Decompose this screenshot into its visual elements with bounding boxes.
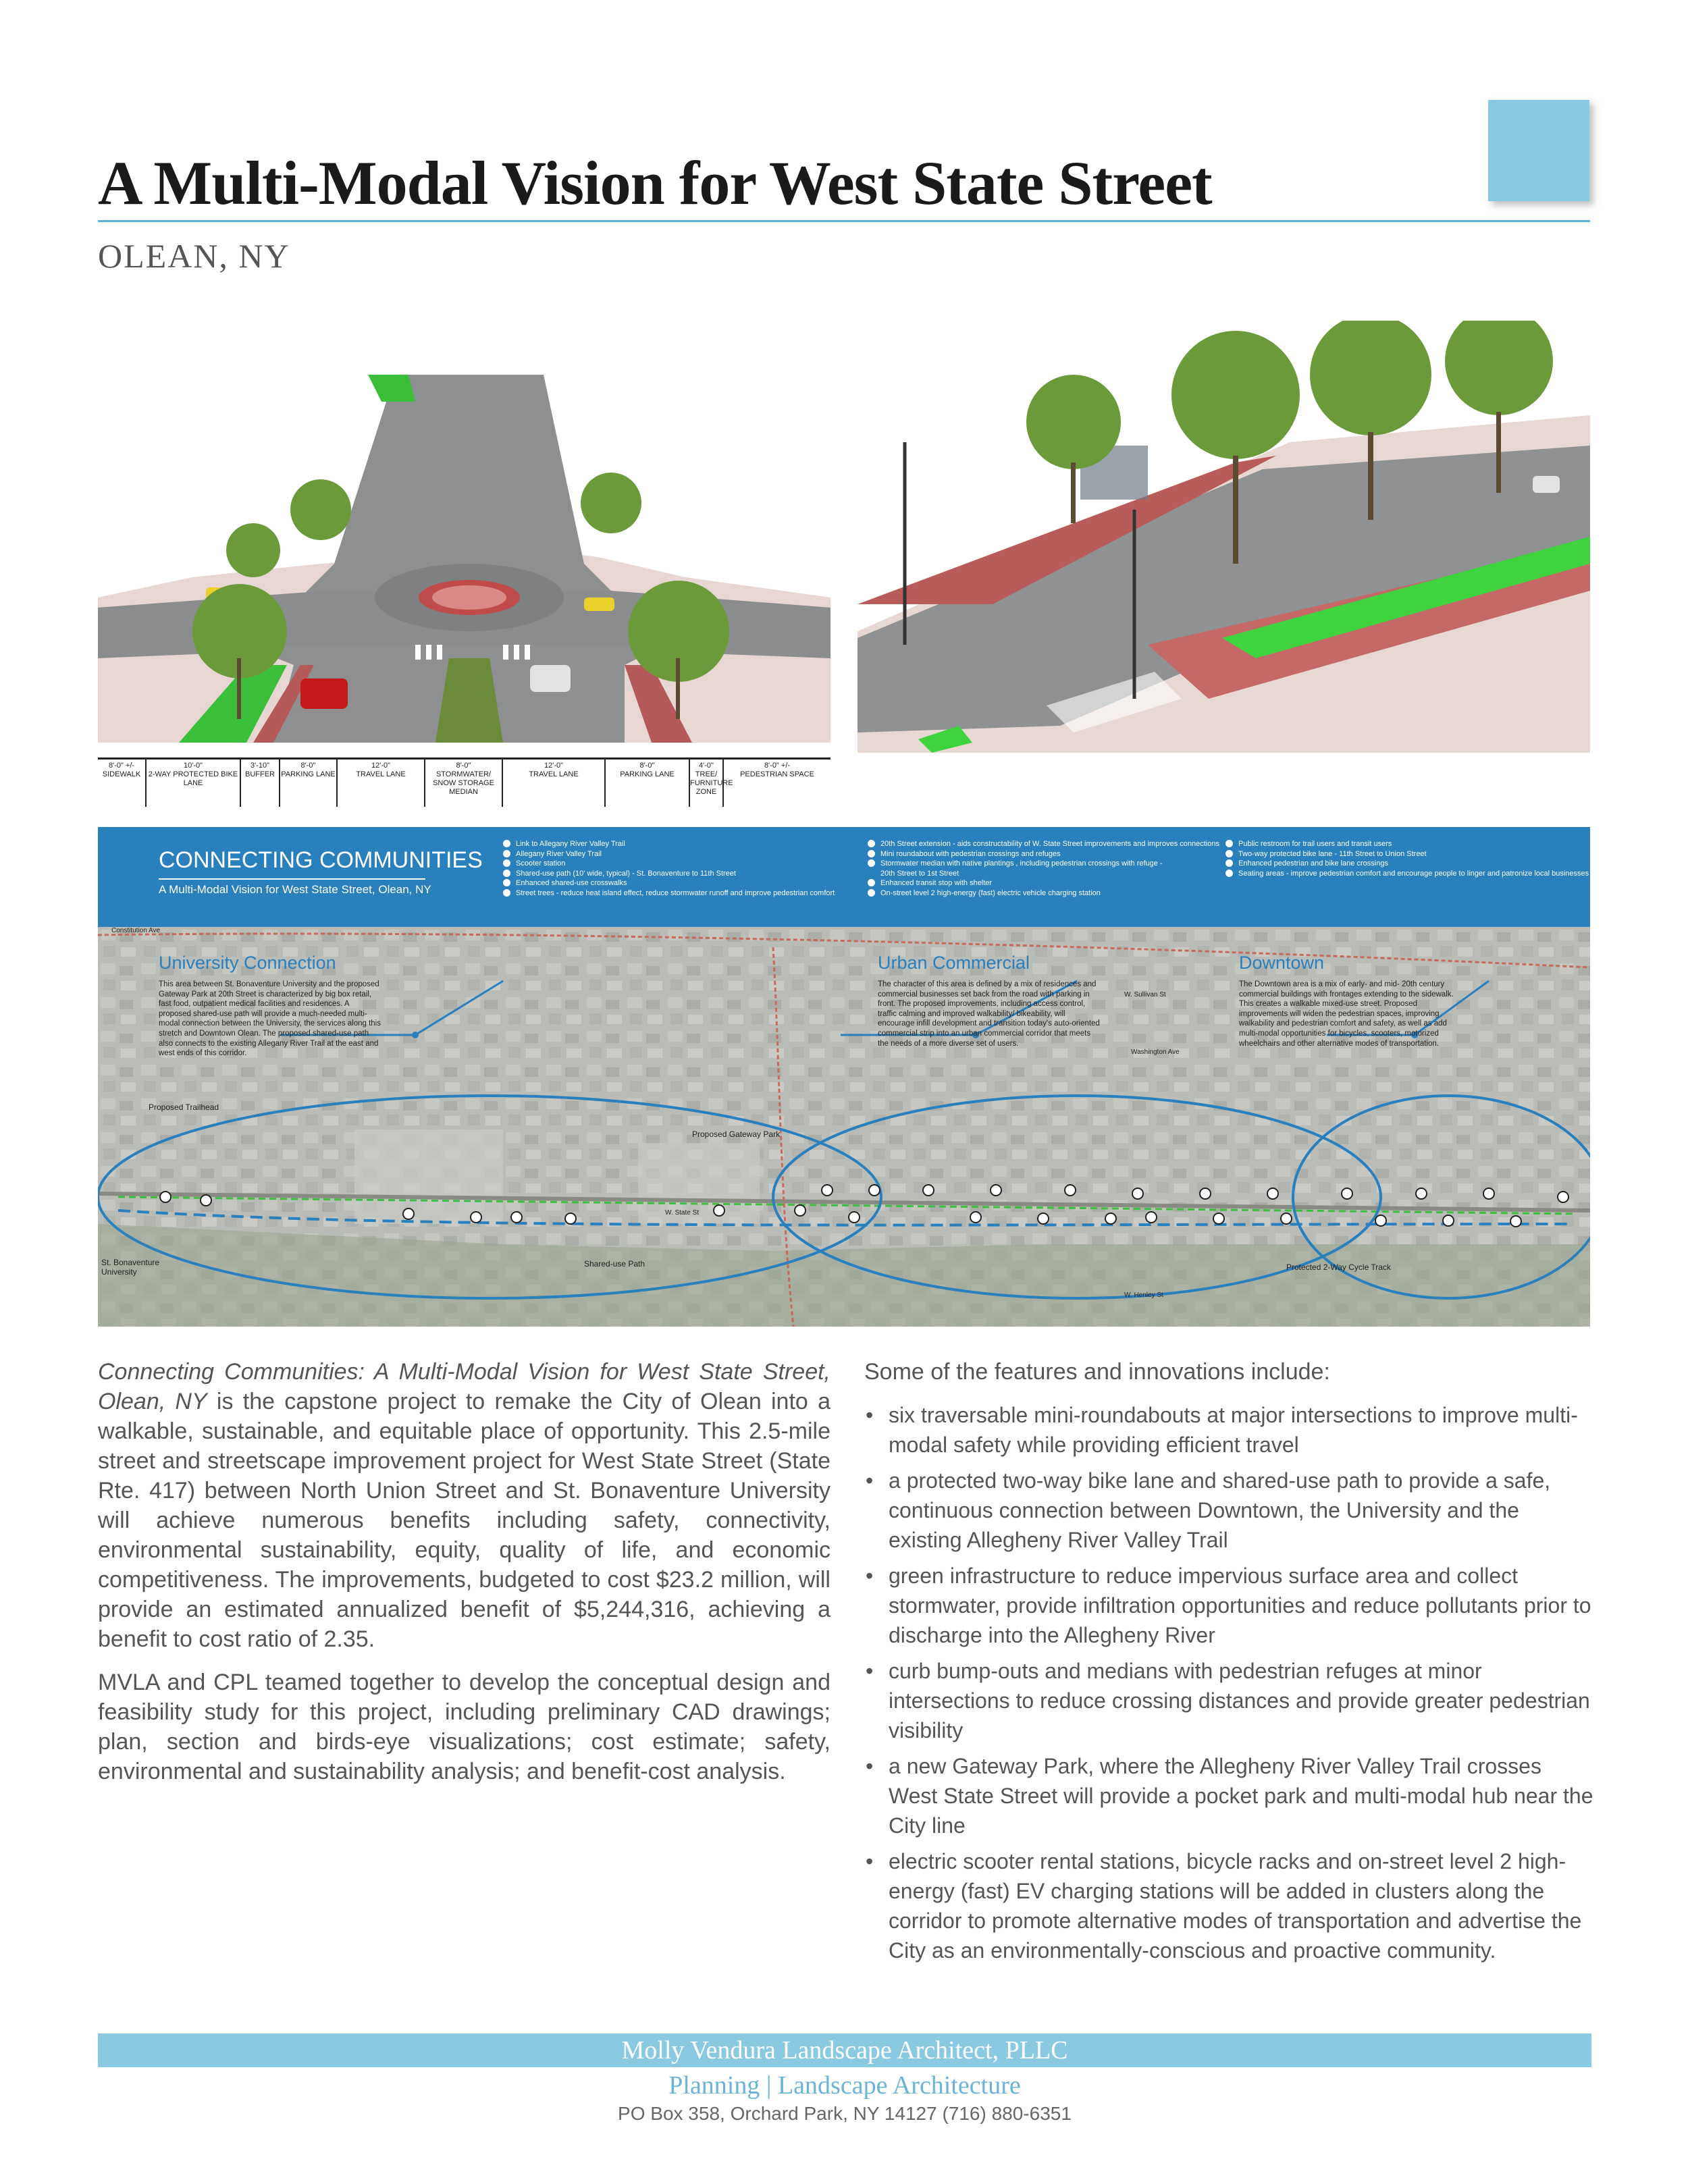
map-legend-col-2 bbox=[868, 839, 1219, 898]
label-shared-use-path: Shared-use Path bbox=[584, 1259, 645, 1269]
section-label: 8'-0" +/- PEDESTRIAN SPACE bbox=[722, 760, 830, 807]
map-subtitle: A Multi-Modal Vision for West State Street, Olean, NY bbox=[159, 883, 431, 896]
legend-marker-icon bbox=[1225, 859, 1233, 867]
list-item: • a new Gateway Park, where the Allegheny River Valley Trail crosses West State Street will provide a pocket park and multi-modal hub near the City line bbox=[864, 1751, 1593, 1840]
legend-marker-icon bbox=[868, 889, 875, 897]
list-item: • curb bump-outs and medians with pedestrian refuges at minor intersections to reduce crossing distances and provide greater pedestrian visibility bbox=[864, 1656, 1593, 1745]
connecting-communities-map bbox=[98, 827, 1590, 1327]
legend-item: Two-way protected bike lane - 11th Street to Union Street bbox=[1225, 849, 1589, 859]
page-subtitle: OLEAN, NY bbox=[98, 237, 290, 275]
legend-item: Seating areas - improve pedestrian comfort and encourage people to linger and patronize local businesses bbox=[1225, 869, 1589, 879]
area-title-university: University Connection bbox=[159, 953, 336, 973]
section-label: 4'-0" TREE/ FURNITURE ZONE bbox=[689, 760, 722, 807]
features-list bbox=[864, 1400, 1593, 1965]
map-title: CONNECTING COMMUNITIES bbox=[159, 847, 483, 873]
section-label: 3'-10" BUFFER bbox=[240, 760, 279, 807]
legend-item: Link to Allegany River Valley Trail bbox=[503, 839, 835, 849]
legend-marker-icon bbox=[868, 859, 875, 867]
label-washington-ave: Washington Ave bbox=[1131, 1048, 1180, 1056]
legend-item: On-street level 2 high-energy (fast) electric vehicle charging station bbox=[868, 888, 1219, 899]
map-legend-col-3 bbox=[1225, 839, 1589, 878]
footer-address: PO Box 358, Orchard Park, NY 14127 (716) 880-6351 bbox=[618, 2103, 1072, 2124]
intro-paragraph: Connecting Communities: A Multi-Modal Vision for West State Street, Olean, NY is the capstone project to remake the City of Olean into a walkable, sustainable, and equitable place of opportunity. This 2.5-mile street and streetscape improvement project for West State Street (State Rte. 417) between North Union Street and St. Bonaventure University will achieve numerous benefits including safety, connectivity, environmental sustainability, equity, quality of life, and economic competitiveness. The improvements, budgeted to cost $23.2 million, will provide an estimated annualized benefit of $5,244,316, achieving a benefit to cost ratio of 2.35. bbox=[98, 1359, 830, 1652]
title-divider bbox=[98, 220, 1590, 222]
map-aerial bbox=[98, 927, 1590, 1327]
label-w-state-st: W. State St bbox=[665, 1209, 700, 1217]
legend-item: Allegany River Valley Trail bbox=[503, 849, 835, 859]
features-intro: Some of the features and innovations include: bbox=[864, 1359, 1330, 1385]
legend-item: Enhanced transit stop with shelter bbox=[868, 878, 1219, 888]
legend-marker-icon bbox=[1225, 870, 1233, 877]
birdseye-illustration bbox=[858, 321, 1590, 753]
legend-item: Stormwater median with native plantings , including pedestrian crossings with refuge - 20th Street to 1st Street bbox=[868, 859, 1165, 878]
area-title-downtown: Downtown bbox=[1239, 953, 1325, 973]
legend-marker-icon bbox=[503, 879, 510, 886]
section-label: 12'-0" TRAVEL LANE bbox=[336, 760, 424, 807]
map-legend-col-1 bbox=[503, 839, 835, 898]
street-section-illustration bbox=[98, 375, 830, 746]
legend-marker-icon bbox=[503, 870, 510, 877]
project-description bbox=[98, 1357, 830, 1800]
label-proposed-trailhead: Proposed Trailhead bbox=[149, 1102, 219, 1112]
area-title-urban-commercial: Urban Commercial bbox=[878, 953, 1030, 973]
section-label: 8'-0" PARKING LANE bbox=[604, 760, 689, 807]
label-constitution-ave: Constitution Ave bbox=[111, 927, 161, 934]
legend-item: 20th Street extension - aids constructability of W. State Street improvements and improves connections bbox=[868, 839, 1219, 849]
features-section bbox=[864, 1357, 1593, 1971]
legend-item: Enhanced pedestrian and bike lane crossings bbox=[1225, 859, 1589, 869]
page-title: A Multi-Modal Vision for West State Street bbox=[98, 149, 1212, 217]
area-desc-downtown: The Downtown area is a mix of early- and mid- 20th century commercial buildings with frontages extending to the sidewalk. This creates a walkable mixed-use street. Proposed improvements will widen the pedestrian spaces, improving walkability and pedestrian comfort and safety, as well as add multi-modal opportunities for bicycles, scooters, motorized wheelchairs and other alternative modes of transportation. bbox=[1239, 980, 1454, 1048]
legend-item: Public restroom for trail users and transit users bbox=[1225, 839, 1589, 849]
list-item: • green infrastructure to reduce impervious surface area and collect stormwater, provide infiltration opportunities and reduce pollutants prior to discharge into the Allegheny River bbox=[864, 1561, 1593, 1650]
footer-company-name: Molly Vendura Landscape Architect, PLLC bbox=[621, 2036, 1068, 2065]
corner-accent-square bbox=[1488, 100, 1589, 201]
section-dimension-labels bbox=[98, 757, 830, 807]
list-item: • a protected two-way bike lane and shared-use path to provide a safe, continuous connection between Downtown, the University and the existing Allegheny River Valley Trail bbox=[864, 1466, 1593, 1555]
legend-item: Shared-use path (10' wide, typical) - St. Bonaventure to 11th Street bbox=[503, 869, 835, 879]
label-proposed-gateway-park: Proposed Gateway Park bbox=[692, 1129, 781, 1139]
legend-marker-icon bbox=[868, 850, 875, 857]
section-label: 12'-0" TRAVEL LANE bbox=[502, 760, 604, 807]
label-cycle-track: Protected 2-Way Cycle Track bbox=[1286, 1262, 1391, 1272]
legend-marker-icon bbox=[503, 889, 510, 897]
section-label: 8'-0" PARKING LANE bbox=[279, 760, 336, 807]
section-label: 10'-0" 2-WAY PROTECTED BIKE LANE bbox=[145, 760, 240, 807]
legend-marker-icon bbox=[503, 840, 510, 847]
legend-marker-icon bbox=[868, 840, 875, 847]
legend-marker-icon bbox=[868, 879, 875, 886]
legend-item: Scooter station bbox=[503, 859, 835, 869]
legend-marker-icon bbox=[1225, 850, 1233, 857]
legend-item: Mini roundabout with pedestrian crossings and refuges bbox=[868, 849, 1219, 859]
list-item: • electric scooter rental stations, bicycle racks and on-street level 2 high-energy (fast) EV charging stations will be added in clusters along the corridor to promote alternative modes of transportation and advertise the City as an environmentally-conscious and proactive community. bbox=[864, 1846, 1593, 1965]
label-st-bonaventure: St. Bonaventure University bbox=[101, 1258, 160, 1277]
project-name: Connecting Communities: A Multi-Modal Vision for West State Street, Olean, NY bbox=[98, 1359, 830, 1414]
label-w-sullivan-st: W. Sullivan St bbox=[1124, 991, 1166, 998]
legend-marker-icon bbox=[1225, 840, 1233, 847]
section-label: 8'-0" STORMWATER/ SNOW STORAGE MEDIAN bbox=[424, 760, 502, 807]
team-paragraph: MVLA and CPL teamed together to develop the conceptual design and feasibility study for this project, including preliminary CAD drawings; plan, section and birds-eye visualizations; cost estimate; safety, environmental and sustainability analysis; and benefit-cost analysis. bbox=[98, 1670, 830, 1784]
legend-marker-icon bbox=[503, 850, 510, 857]
label-w-henley-st: W. Henley St bbox=[1124, 1291, 1163, 1299]
legend-marker-icon bbox=[503, 859, 510, 867]
area-desc-urban-commercial: The character of this area is defined by a mix of residences and commercial businesses set back from the road with parking in front. The proposed improvements, including access control, traffic calming and improved walkability/ bikeability, will encourage infill development and transition today's auto-oriented commercial strip into an urban commercial corridor that meets the needs of a more diverse set of users. bbox=[878, 980, 1100, 1048]
section-label: 8'-0" +/- SIDEWALK bbox=[102, 762, 141, 778]
area-desc-university: This area between St. Bonaventure University and the proposed Gateway Park at 20th Street is characterized by big box retail, fast food, outpatient medical facilities and residences. A proposed shared-use path will provide a much-needed multi-modal connection between the University, the services along this stretch and Downtown Olean. The proposed shared-use path also connects to the existing Allegany River Trail at the east and west ends of this corridor. bbox=[159, 980, 381, 1058]
legend-item: Enhanced shared-use crosswalks bbox=[503, 878, 835, 888]
map-title-rule bbox=[159, 878, 425, 880]
footer-services: Planning | Landscape Architecture bbox=[668, 2071, 1021, 2100]
map-header bbox=[98, 827, 1590, 927]
legend-item: Street trees - reduce heat island effect, reduce stormwater runoff and improve pedestrian comfort bbox=[503, 888, 835, 899]
list-item: • six traversable mini-roundabouts at major intersections to improve multi-modal safety while providing efficient travel bbox=[864, 1400, 1593, 1460]
